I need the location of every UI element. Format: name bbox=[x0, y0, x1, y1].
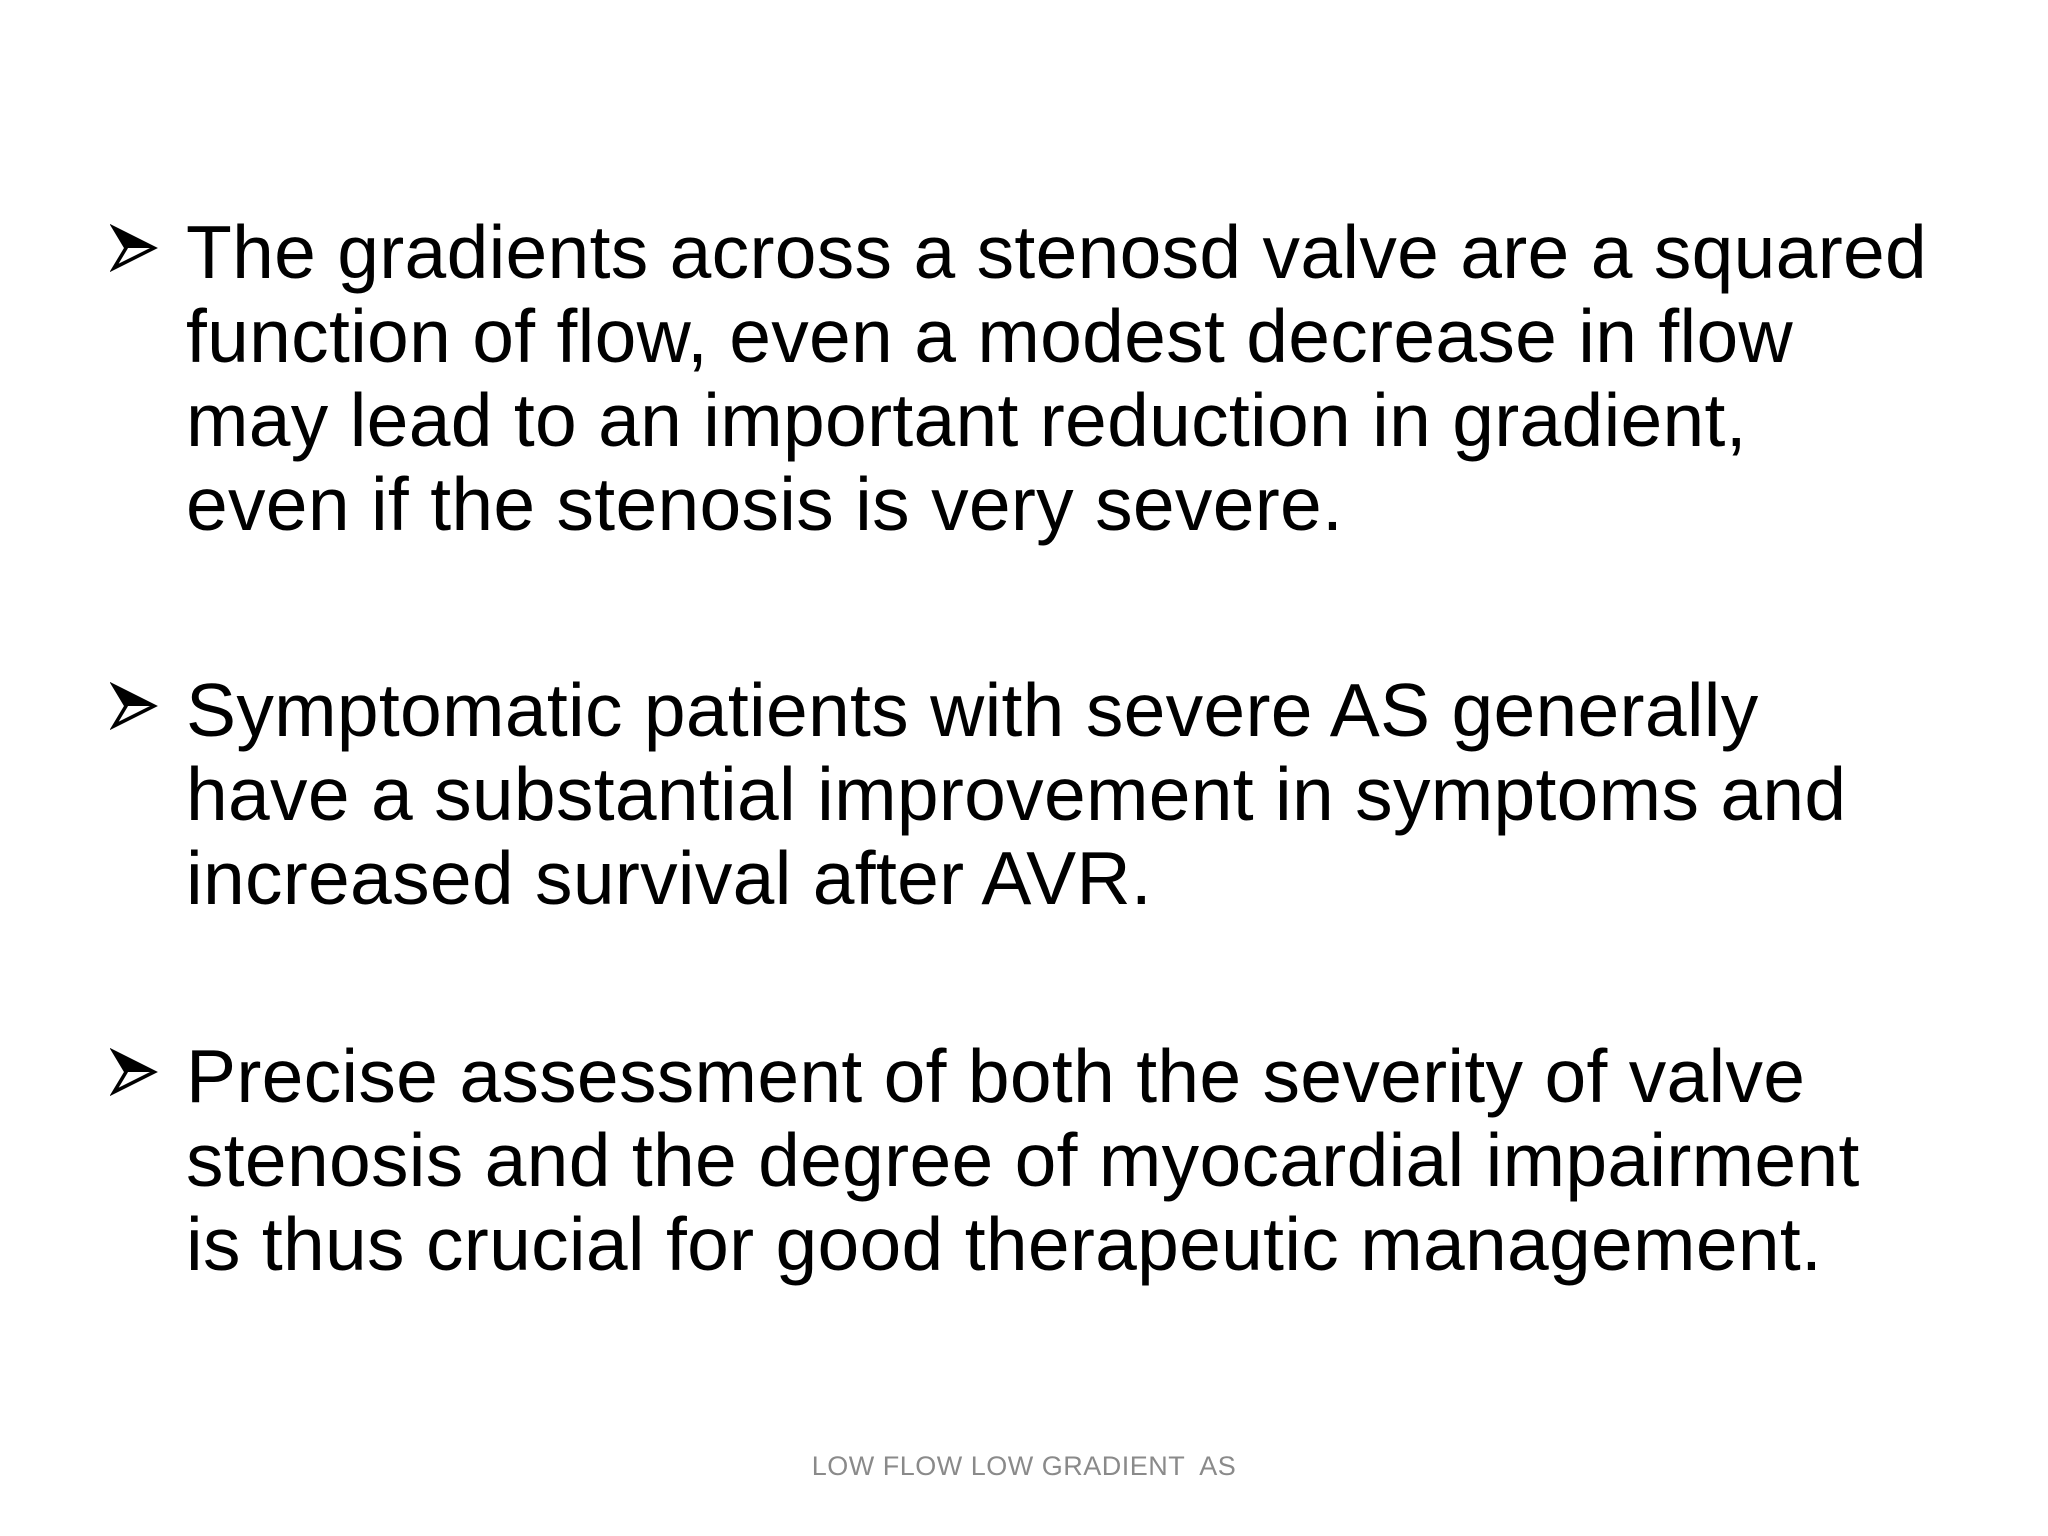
bullet-line: Precise assessment of both the severity of valve bbox=[186, 1034, 1806, 1118]
bullet-line: have a substantial improvement in symptoms and bbox=[186, 752, 1847, 836]
bullet-line: function of flow, even a modest decrease in flow bbox=[186, 294, 1793, 378]
bullet-line: stenosis and the degree of myocardial impairment bbox=[186, 1118, 1860, 1202]
arrowhead-bullet-icon bbox=[110, 682, 158, 730]
slide-footer: LOW FLOW LOW GRADIENT AS bbox=[811, 1451, 1237, 1481]
bullet-line: is thus crucial for good therapeutic management. bbox=[186, 1202, 1823, 1286]
bullet-line: even if the stenosis is very severe. bbox=[186, 462, 1344, 546]
bullet-line: may lead to an important reduction in gradient, bbox=[186, 378, 1747, 462]
bullet-text bbox=[186, 210, 2048, 546]
bullet-line: Symptomatic patients with severe AS generally bbox=[186, 668, 1759, 752]
bullet-line: The gradients across a stenosd valve are a squared bbox=[186, 210, 1927, 294]
bullet-text bbox=[186, 668, 2048, 920]
bullet-line: increased survival after AVR. bbox=[186, 836, 1153, 920]
bullet-text bbox=[186, 1034, 2048, 1286]
arrowhead-bullet-icon bbox=[110, 1048, 158, 1096]
arrowhead-bullet-icon bbox=[110, 224, 158, 272]
